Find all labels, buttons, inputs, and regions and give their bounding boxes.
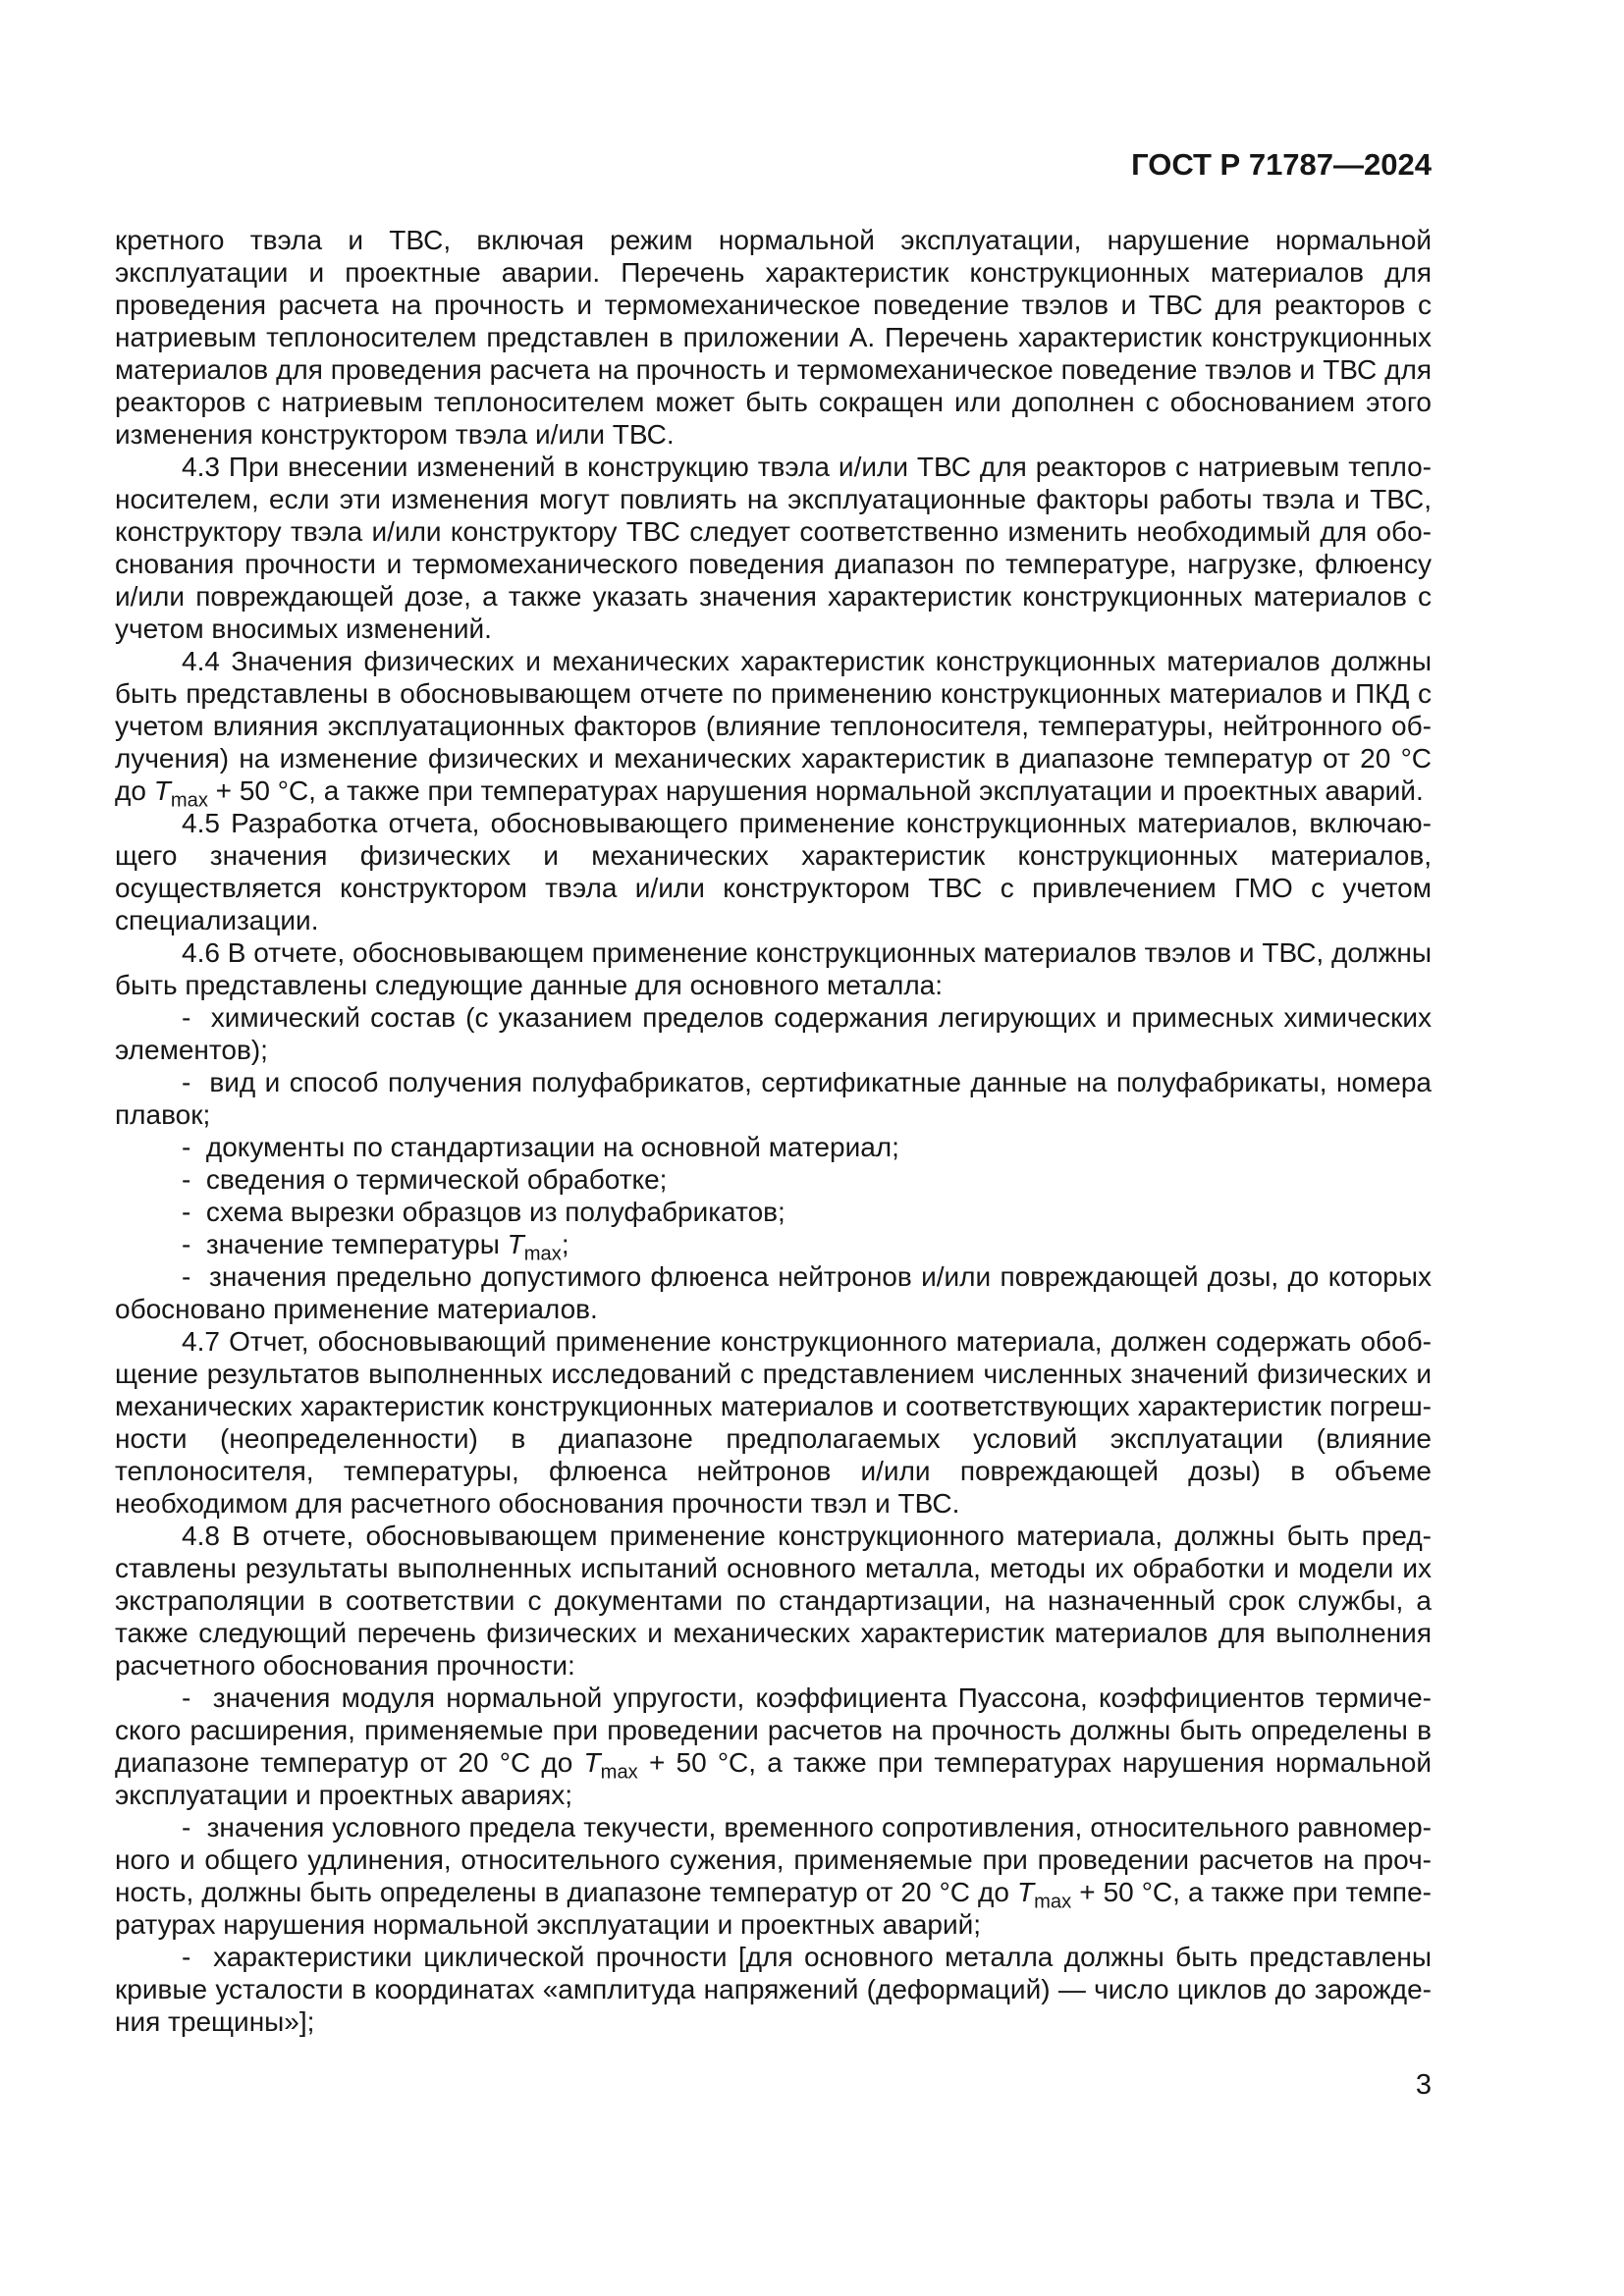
- paragraph: - документы по стандартизации на основной материал;: [182, 1132, 899, 1162]
- document-code: ГОСТ Р 71787—2024: [1131, 147, 1432, 182]
- paragraph: 4.8 В отчете, обосновывающем применение конструкционного материала, должны быть представлены результаты выполненных испытаний основного металла, методы их обработки и модели их экстраполяции в соответствии с документами по стандартизации, на назначенный срок службы, а также следующий перечень физических и механических характеристик материалов для выполнения расчетного обоснования прочности:: [115, 1521, 1432, 1681]
- paragraph: - схема вырезки образцов из полуфабрикатов;: [182, 1197, 785, 1227]
- document-body: [115, 224, 1432, 2038]
- paragraph: - характеристики циклической прочности [для основного металла должны быть представлены кривые усталости в координатах «амплитуда напряжений (деформаций) — число циклов до зарождения трещины»];: [115, 1942, 1432, 2037]
- paragraph: - сведения о термической обработке;: [182, 1164, 668, 1195]
- paragraph: 4.7 Отчет, обосновывающий применение конструкционного материала, должен содержать обобщение результатов выполненных исследований с представлением численных значений физических и механических характеристик конструкционных материалов и соответствующих характеристик погрешности (неопределенности) в диапазоне предполагаемых условий эксплуатации (влияние теплоносителя, температуры, флюенса нейтронов и/или повреждающей дозы) в объеме необходимом для расчетного обоснования прочности твэл и ТВС.: [115, 1326, 1432, 1519]
- paragraph: - химический состав (с указанием пределов содержания легирующих и примесных химических элементов);: [115, 1002, 1432, 1065]
- paragraph: - значения условного предела текучести, временного сопротивления, относительного равномерного и общего удлинения, относительного сужения, применяемые при проведении расчетов на прочность, должны быть определены в диапазоне температур от 20 °С до $T_{max} + 50$ °С, а также при температурах нарушения нормальной эксплуатации и проектных аварий;: [115, 1812, 1432, 1940]
- page-number: 3: [1415, 2069, 1432, 2101]
- paragraph: - значения модуля нормальной упругости, коэффициента Пуассона, коэффициентов термического расширения, применяемые при проведении расчетов на прочность должны быть определены в диапазоне температур от 20 °С до $T_{max} + 50$ °С, а также при температурах нарушения нормальной эксплуатации и проектных авариях;: [115, 1682, 1432, 1810]
- paragraph: 4.3 При внесении изменений в конструкцию твэла и/или ТВС для реакторов с натриевым теплоносителем, если эти изменения могут повлиять на эксплуатационные факторы работы твэла и ТВС, конструктору твэла и/или конструктору ТВС следует соответственно изменить необходимый для обоснования прочности и термомеханического поведения диапазон по температуре, нагрузке, флюенсу и/или повреждающей дозе, а также указать значения характеристик конструкционных материалов с учетом вносимых изменений.: [115, 452, 1432, 644]
- paragraph: 4.4 Значения физических и механических характеристик конструкционных материалов должны быть представлены в обосновывающем отчете по применению конструкционных материалов и ПКД с учетом влияния эксплуатационных факторов (влияние теплоносителя, температуры, нейтронного облучения) на изменение физических и механических характеристик в диапазоне температур от 20 °С до $T_{max} + 50$ °С, а также при температурах нарушения нормальной эксплуатации и проектных аварий.: [115, 646, 1432, 812]
- paragraph: кретного твэла и ТВС, включая режим нормальной эксплуатации, нарушение нормальной эксплуатации и проектные аварии. Перечень характеристик конструкционных материалов для проведения расчета на прочность и термомеханическое поведение твэлов и ТВС для реакторов с натриевым теплоносителем представлен в приложении А. Перечень характеристик конструкционных материалов для проведения расчета на прочность и термомеханическое поведение твэлов и ТВС для реакторов с натриевым теплоносителем может быть сокращен или дополнен с обоснованием этого изменения конструктором твэла и/или ТВС.: [115, 225, 1432, 450]
- paragraph: - значения предельно допустимого флюенса нейтронов и/или повреждающей дозы, до которых обосновано применение материалов.: [115, 1261, 1432, 1324]
- paragraph: - вид и способ получения полуфабрикатов, сертификатные данные на полуфабрикаты, номера плавок;: [115, 1067, 1432, 1130]
- paragraph: 4.6 В отчете, обосновывающем применение конструкционных материалов твэлов и ТВС, должны быть представлены следующие данные для основного металла:: [115, 937, 1432, 1000]
- paragraph: 4.5 Разработка отчета, обосновывающего применение конструкционных материалов, включающего значения физических и механических характеристик конструкционных материалов, осуществляется конструктором твэла и/или конструктором ТВС с привлечением ГМО с учетом специализации.: [115, 808, 1432, 935]
- paragraph: - значение температуры $T_{max}$;: [182, 1229, 569, 1265]
